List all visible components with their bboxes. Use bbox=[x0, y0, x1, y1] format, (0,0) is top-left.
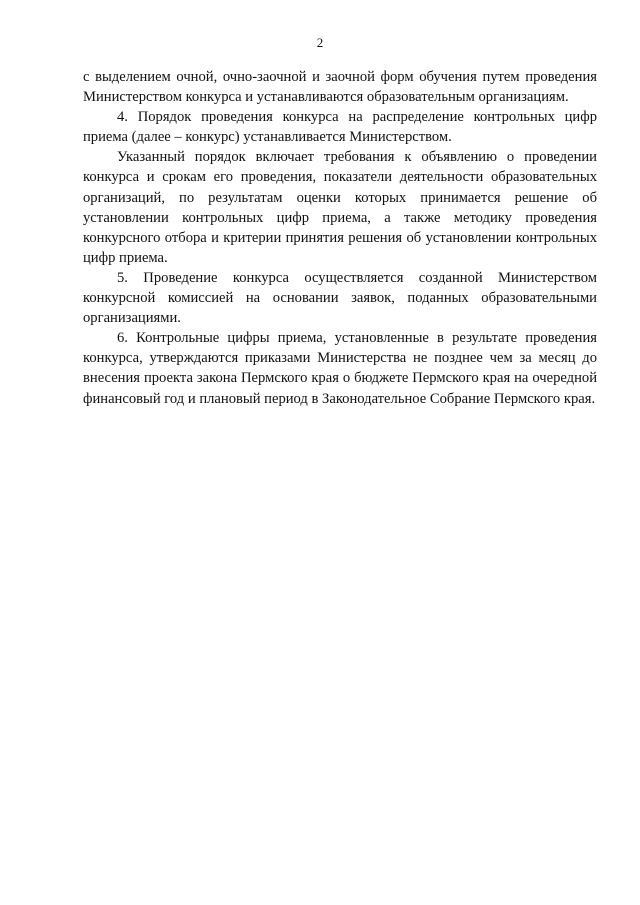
paragraph-continuation: с выделением очной, очно-заочной и заочной форм обучения путем проведения Министерством конкурса и устанавливаются образовательным организациям. bbox=[83, 69, 597, 106]
paragraph-item-4: 4. Порядок проведения конкурса на распределение контрольных цифр приема (далее – конкурс) устанавливается Министерством. bbox=[83, 109, 597, 146]
paragraph-procedure-details: Указанный порядок включает требования к объявлению о проведении конкурса и срокам его проведения, показатели деятельности образовательных организаций, по результатам оценки которых принимается решение об установлении контрольных цифр приема, а также методику проведения конкурсного отбора и критерии принятия решения об установлении контрольных цифр приема. bbox=[83, 149, 597, 266]
page-number: 2 bbox=[316, 35, 324, 50]
document-body bbox=[83, 67, 597, 409]
paragraph-item-6: 6. Контрольные цифры приема, установленные в результате проведения конкурса, утверждаются приказами Министерства не позднее чем за месяц до внесения проекта закона Пермского края о бюджете Пермского края на очередной финансовый год и плановый период в Законодательное Собрание Пермского края. bbox=[83, 330, 597, 407]
paragraph-item-5: 5. Проведение конкурса осуществляется созданной Министерством конкурсной комиссией на основании заявок, поданных образовательными организациями. bbox=[83, 269, 597, 327]
